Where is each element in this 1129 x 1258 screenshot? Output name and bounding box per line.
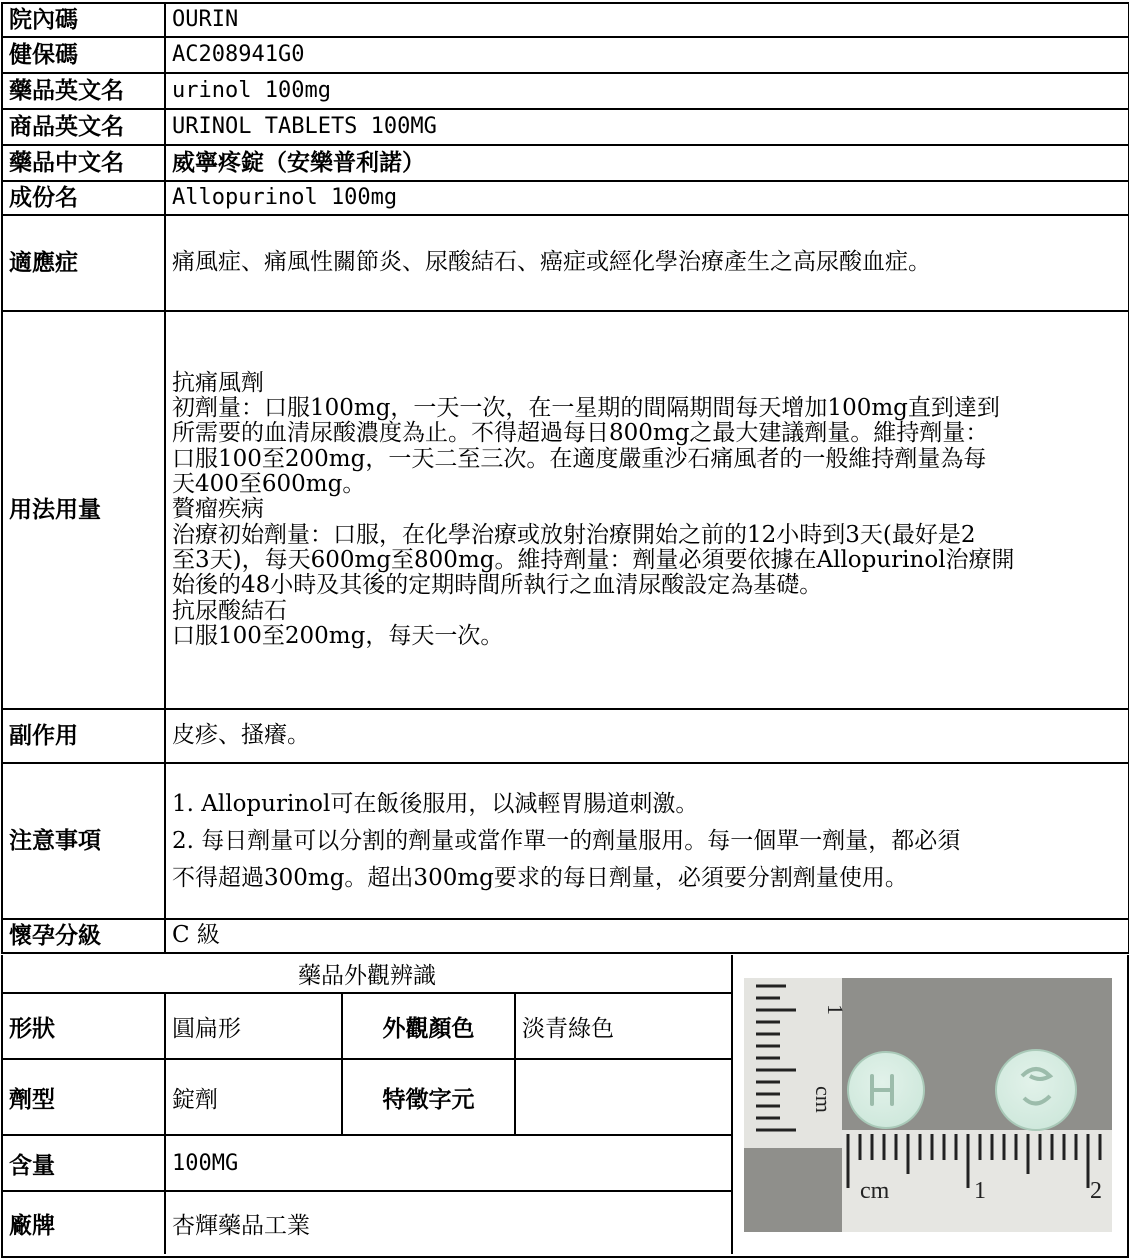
dosage-line: 抗痛風劑 xyxy=(172,369,264,396)
drug-zh-name-value: 威寧疼錠（安樂普利諾） xyxy=(165,145,1129,181)
ingredient-label: 成份名 xyxy=(2,181,165,215)
row-side-effects xyxy=(2,709,1129,763)
row-hospital-code xyxy=(2,3,1129,37)
dosage-line: 至3天)，每天600mg至800mg。維持劑量：劑量必須要依據在Allopurinol治療開 xyxy=(172,546,1015,573)
brand-value: 杏輝藥品工業 xyxy=(165,1191,732,1254)
indication-value: 痛風症、痛風性關節炎、尿酸結石、癌症或經化學治療產生之高尿酸血症。 xyxy=(165,215,1129,311)
strength-label: 含量 xyxy=(3,1135,165,1191)
row-drug-en-name xyxy=(2,73,1129,109)
row-indication xyxy=(2,215,1129,311)
color-label: 外觀顏色 xyxy=(342,993,515,1059)
nhi-code-value: AC208941G0 xyxy=(165,37,1129,73)
dosage-line: 口服100至200mg，一天二至三次。在適度嚴重沙石痛風者的一般維持劑量為每 xyxy=(172,445,987,472)
drug-en-name-label: 藥品英文名 xyxy=(2,73,165,109)
ruler-horizontal-unit: cm xyxy=(860,1178,890,1204)
dosage-line: 治療初始劑量：口服，在化學治療或放射治療開始之前的12小時到3天(最好是2 xyxy=(172,521,976,548)
hospital-code-label: 院內碼 xyxy=(2,3,165,37)
dosage-line: 初劑量：口服100mg，一天一次，在一星期的間隔期間每天增加100mg直到達到 xyxy=(172,395,1000,422)
product-en-name-value: URINOL TABLETS 100MG xyxy=(165,109,1129,145)
dosage-line: 抗尿酸結石 xyxy=(172,597,287,624)
marking-label: 特徵字元 xyxy=(342,1059,515,1135)
row-precautions xyxy=(2,763,1129,919)
appearance-section xyxy=(1,955,732,1258)
row-drug-zh-name xyxy=(2,145,1129,181)
drug-en-name-value: urinol 100mg xyxy=(165,73,1129,109)
side-effects-label: 副作用 xyxy=(2,709,165,763)
pregnancy-label: 懷孕分級 xyxy=(2,919,165,953)
dosage-line: 始後的48小時及其後的定期時間所執行之血清尿酸設定為基礎。 xyxy=(172,572,823,599)
ruler-vertical-unit: cm xyxy=(811,1086,836,1113)
dosage-line: 天400至600mg。 xyxy=(172,471,366,498)
product-en-name-label: 商品英文名 xyxy=(2,109,165,145)
tablet-back xyxy=(996,1050,1076,1130)
brand-label: 廠牌 xyxy=(3,1191,165,1254)
precaution-line: 1. Allopurinol可在飯後服用，以減輕胃腸道刺激。 xyxy=(172,790,699,817)
ingredient-value: Allopurinol 100mg xyxy=(165,181,1129,215)
side-effects-value: 皮疹、搔癢。 xyxy=(165,709,1129,763)
color-value: 淡青綠色 xyxy=(515,993,732,1059)
precautions-label: 注意事項 xyxy=(2,763,165,919)
ruler-horizontal-mark: 1 xyxy=(974,1178,986,1204)
precaution-line: 2. 每日劑量可以分割的劑量或當作單一的劑量服用。每一個單一劑量，都必須 xyxy=(172,827,961,854)
hospital-code-value: OURIN xyxy=(165,3,1129,37)
tablet-photo xyxy=(744,978,1112,1232)
dosage-label: 用法用量 xyxy=(2,311,165,709)
marking-value xyxy=(515,1059,732,1135)
dosage-value xyxy=(165,311,1129,709)
row-nhi-code xyxy=(2,37,1129,73)
precautions-value xyxy=(165,763,1129,919)
form-value: 錠劑 xyxy=(165,1059,342,1135)
pregnancy-value: C 級 xyxy=(165,919,1129,953)
dosage-line: 口服100至200mg，每天一次。 xyxy=(172,622,504,649)
shape-value: 圓扁形 xyxy=(165,993,342,1059)
strength-value: 100MG xyxy=(165,1135,732,1191)
dosage-line: 所需要的血清尿酸濃度為止。不得超過每日800mg之最大建議劑量。維持劑量： xyxy=(172,420,989,447)
row-ingredient xyxy=(2,181,1129,215)
precaution-line: 不得超過300mg。超出300mg要求的每日劑量，必須要分割劑量使用。 xyxy=(172,864,908,891)
row-dosage xyxy=(2,311,1129,709)
appearance-header: 藥品外觀辨識 xyxy=(3,955,732,993)
indication-label: 適應症 xyxy=(2,215,165,311)
drug-info-table xyxy=(1,2,1129,954)
appearance-table xyxy=(3,955,733,1254)
shape-label: 形狀 xyxy=(3,993,165,1059)
ruler-horizontal-mark: 2 xyxy=(1090,1178,1102,1204)
row-product-en-name xyxy=(2,109,1129,145)
row-pregnancy xyxy=(2,919,1129,953)
nhi-code-label: 健保碼 xyxy=(2,37,165,73)
form-label: 劑型 xyxy=(3,1059,165,1135)
tablet-photo-svg xyxy=(744,978,1112,1232)
ruler-vertical-mark: 1 xyxy=(823,1004,848,1015)
drug-zh-name-label: 藥品中文名 xyxy=(2,145,165,181)
dosage-line: 贅瘤疾病 xyxy=(172,496,264,523)
